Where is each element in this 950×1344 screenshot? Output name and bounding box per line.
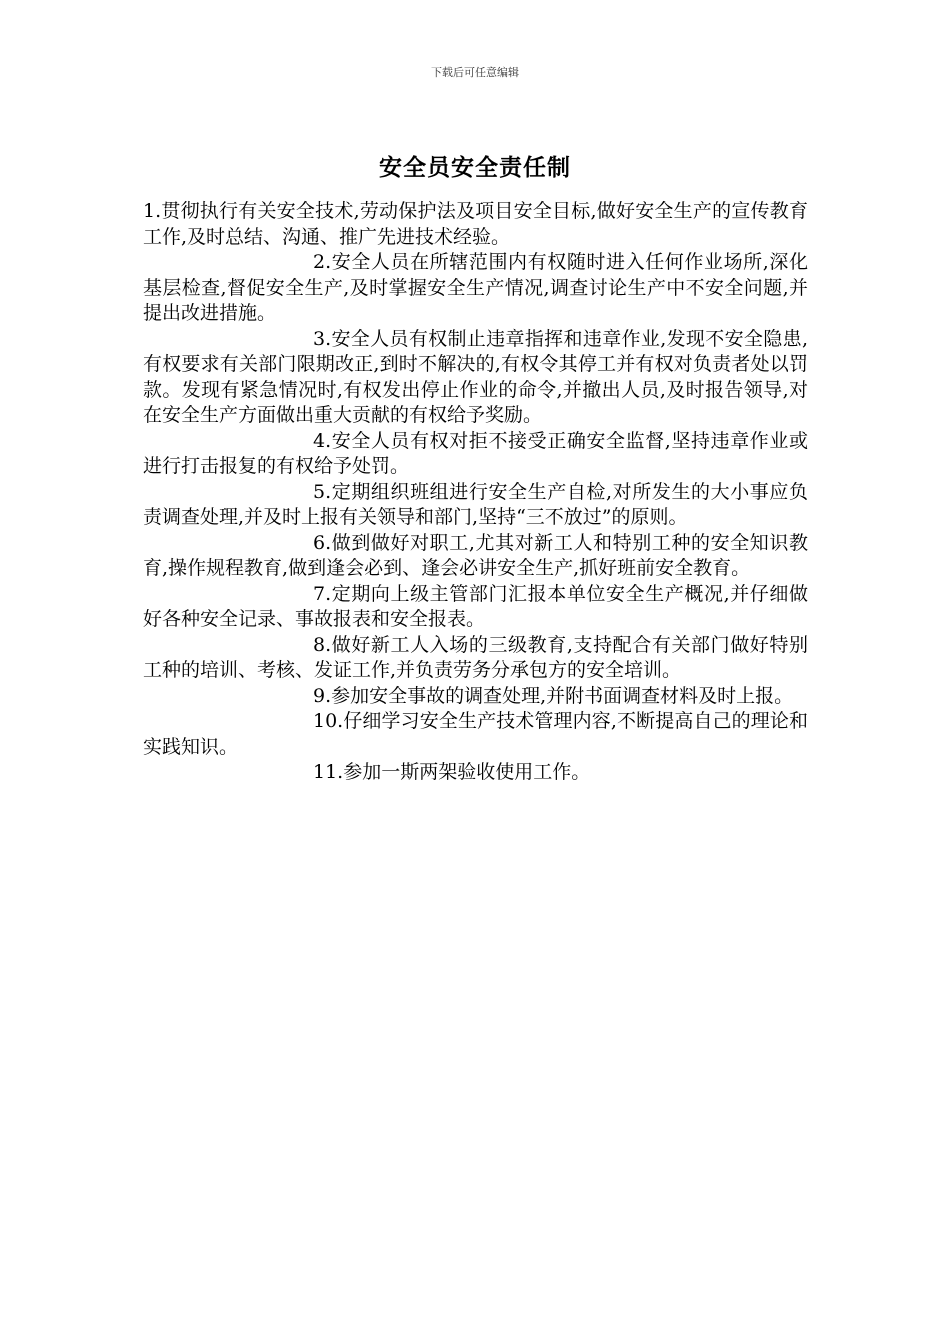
paragraph-8: 8.做好新工人入场的三级教育,支持配合有关部门做好特别工种的培训、考核、发证工作,并负责劳务分承包方的安全培训。 [143, 633, 808, 681]
paragraph-4: 4.安全人员有权对拒不接受正确安全监督,坚持违章作业或进行打击报复的有权给予处罚。 [143, 429, 808, 477]
document-title: 安全员安全责任制 [379, 155, 571, 181]
paragraph-7: 7.定期向上级主管部门汇报本单位安全生产概况,并仔细做好各种安全记录、事故报表和安全报表。 [143, 582, 808, 630]
paragraph-1: 1.贯彻执行有关安全技术,劳动保护法及项目安全目标,做好安全生产的宣传教育工作,及时总结、沟通、推广先进技术经验。 [143, 200, 808, 248]
paragraph-6: 6.做到做好对职工,尤其对新工人和特别工种的安全知识教育,操作规程教育,做到逢会必到、逢会必讲安全生产,抓好班前安全教育。 [143, 531, 808, 579]
paragraph-11: 11.参加一斯两架验收使用工作。 [313, 761, 591, 783]
document-body [143, 199, 808, 786]
paragraph-10: 10.仔细学习安全生产技术管理内容,不断提高自己的理论和实践知识。 [143, 710, 808, 758]
page-header-note: 下载后可任意编辑 [431, 66, 519, 79]
paragraph-2: 2.安全人员在所辖范围内有权随时进入任何作业场所,深化基层检查,督促安全生产,及时掌握安全生产情况,调查讨论生产中不安全问题,并提出改进措施。 [143, 251, 808, 324]
paragraph-9: 9.参加安全事故的调查处理,并附书面调查材料及时上报。 [313, 684, 794, 707]
paragraph-3: 3.安全人员有权制止违章指挥和违章作业,发现不安全隐患,有权要求有关部门限期改正,到时不解决的,有权令其停工并有权对负责者处以罚款。发现有紧急情况时,有权发出停止作业的命令,并撤出人员,及时报告领导,对在安全生产方面做出重大贡献的有权给予奖励。 [143, 327, 808, 426]
paragraph-5: 5.定期组织班组进行安全生产自检,对所发生的大小事应负责调查处理,并及时上报有关领导和部门,坚持“三不放过”的原则。 [143, 480, 808, 528]
